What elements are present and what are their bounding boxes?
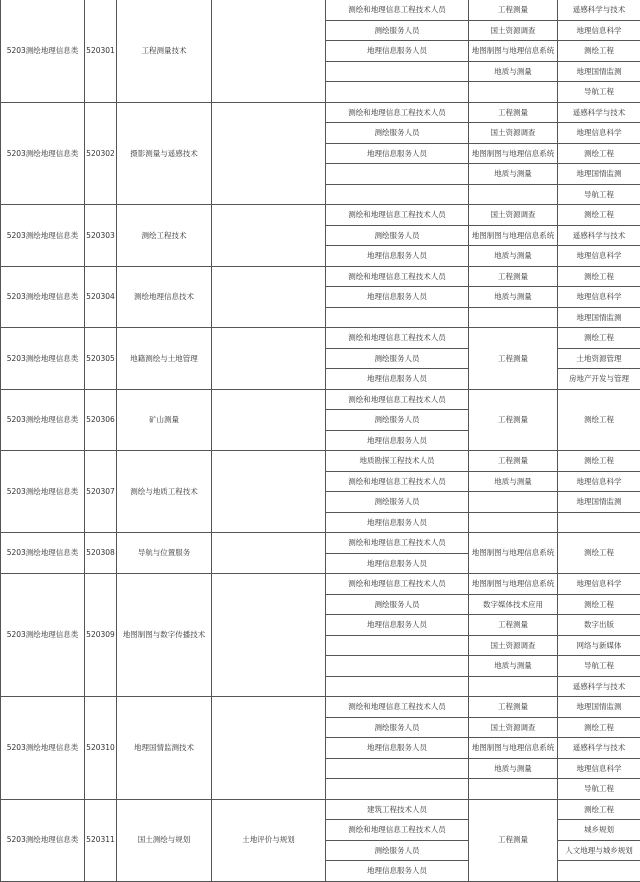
occupation-cell (326, 635, 469, 656)
secondary-major-cell: 工程测量 (469, 697, 558, 718)
occupation-cell (326, 82, 469, 103)
occupation-cell: 测绘和地理信息工程技术人员 (326, 820, 469, 841)
major-code-cell: 520310 (85, 697, 117, 800)
occupation-cell: 地质勘探工程技术人员 (326, 451, 469, 472)
secondary-major-cell: 国土资源调查 (469, 123, 558, 144)
category-cell: 5203测绘地理信息类 (1, 0, 85, 102)
undergrad-major-cell: 导航工程 (558, 656, 640, 677)
major-name-cell: 测绘地理信息技术 (117, 266, 212, 328)
undergrad-major-cell: 导航工程 (558, 184, 640, 205)
major-code-cell: 520306 (85, 389, 117, 451)
major-code-cell: 520304 (85, 266, 117, 328)
occupation-cell (326, 184, 469, 205)
major-name-cell: 地籍测绘与土地管理 (117, 328, 212, 390)
direction-cell (212, 0, 326, 102)
secondary-major-cell: 国土资源调查 (469, 205, 558, 226)
category-cell: 5203测绘地理信息类 (1, 102, 85, 205)
occupation-cell: 测绘和地理信息工程技术人员 (326, 328, 469, 349)
secondary-major-cell (469, 512, 558, 533)
secondary-major-cell: 地图制图与地理信息系统 (469, 533, 558, 574)
secondary-major-cell: 工程测量 (469, 799, 558, 881)
occupation-cell: 地理信息服务人员 (326, 512, 469, 533)
secondary-major-cell: 数字媒体技术应用 (469, 594, 558, 615)
secondary-major-cell: 地质与测量 (469, 758, 558, 779)
secondary-major-cell (469, 307, 558, 328)
major-name-cell: 测绘工程技术 (117, 205, 212, 267)
table-row (1, 799, 640, 820)
major-name-cell: 摄影测量与遥感技术 (117, 102, 212, 205)
category-cell: 5203测绘地理信息类 (1, 328, 85, 390)
undergrad-major-cell: 遥感科学与技术 (558, 225, 640, 246)
undergrad-major-cell: 地理信息科学 (558, 758, 640, 779)
secondary-major-cell (469, 492, 558, 513)
undergrad-major-cell: 地理信息科学 (558, 246, 640, 267)
direction-cell (212, 266, 326, 328)
occupation-cell: 测绘服务人员 (326, 492, 469, 513)
undergrad-major-cell: 地理信息科学 (558, 287, 640, 308)
major-name-cell: 国土测绘与规划 (117, 799, 212, 881)
undergrad-major-cell: 遥感科学与技术 (558, 738, 640, 759)
category-cell: 5203测绘地理信息类 (1, 697, 85, 800)
occupation-cell: 测绘服务人员 (326, 840, 469, 861)
secondary-major-cell: 地图制图与地理信息系统 (469, 143, 558, 164)
table-row (1, 451, 640, 472)
occupation-cell: 测绘和地理信息工程技术人员 (326, 0, 469, 20)
direction-cell (212, 389, 326, 451)
undergrad-major-cell: 房地产开发与管理 (558, 369, 640, 390)
undergrad-major-cell: 遥感科学与技术 (558, 0, 640, 20)
secondary-major-cell: 工程测量 (469, 451, 558, 472)
occupation-cell: 测绘和地理信息工程技术人员 (326, 102, 469, 123)
occupation-cell: 测绘服务人员 (326, 20, 469, 41)
secondary-major-cell: 地质与测量 (469, 287, 558, 308)
undergrad-major-cell: 地理国情监测 (558, 492, 640, 513)
major-code-cell: 520302 (85, 102, 117, 205)
occupation-cell (326, 779, 469, 800)
direction-cell (212, 697, 326, 800)
undergrad-major-cell: 网络与新媒体 (558, 635, 640, 656)
direction-cell (212, 451, 326, 533)
undergrad-major-cell: 地理信息科学 (558, 123, 640, 144)
secondary-major-cell (469, 184, 558, 205)
occupation-cell: 地理信息服务人员 (326, 246, 469, 267)
occupation-cell (326, 61, 469, 82)
category-cell: 5203测绘地理信息类 (1, 389, 85, 451)
undergrad-major-cell: 导航工程 (558, 779, 640, 800)
direction-cell (212, 205, 326, 267)
secondary-major-cell: 地质与测量 (469, 164, 558, 185)
occupation-cell: 地理信息服务人员 (326, 41, 469, 62)
direction-cell (212, 102, 326, 205)
undergrad-major-cell: 地理国情监测 (558, 697, 640, 718)
direction-cell (212, 533, 326, 574)
major-name-cell: 导航与位置服务 (117, 533, 212, 574)
major-name-cell: 地理国情监测技术 (117, 697, 212, 800)
major-code-cell: 520311 (85, 799, 117, 881)
major-code-cell: 520303 (85, 205, 117, 267)
undergrad-major-cell: 测绘工程 (558, 266, 640, 287)
secondary-major-cell: 工程测量 (469, 328, 558, 390)
major-name-cell: 工程测量技术 (117, 0, 212, 102)
secondary-major-cell: 地质与测量 (469, 246, 558, 267)
table-row (1, 574, 640, 595)
secondary-major-cell: 工程测量 (469, 0, 558, 20)
undergrad-major-cell: 测绘工程 (558, 328, 640, 349)
undergrad-major-cell: 地理国情监测 (558, 307, 640, 328)
occupation-cell (326, 307, 469, 328)
undergrad-major-cell: 数字出版 (558, 615, 640, 636)
secondary-major-cell: 地图制图与地理信息系统 (469, 738, 558, 759)
occupation-cell (326, 164, 469, 185)
secondary-major-cell: 国土资源调查 (469, 635, 558, 656)
direction-cell (212, 574, 326, 697)
occupation-cell: 地理信息服务人员 (326, 615, 469, 636)
secondary-major-cell: 地图制图与地理信息系统 (469, 574, 558, 595)
undergrad-major-cell: 测绘工程 (558, 389, 640, 451)
undergrad-major-cell (558, 512, 640, 533)
category-cell: 5203测绘地理信息类 (1, 574, 85, 697)
table-row (1, 102, 640, 123)
occupation-cell: 地理信息服务人员 (326, 287, 469, 308)
undergrad-major-cell (558, 861, 640, 882)
occupation-cell: 地理信息服务人员 (326, 430, 469, 451)
table-row (1, 328, 640, 349)
occupation-cell: 测绘服务人员 (326, 123, 469, 144)
occupation-cell: 地理信息服务人员 (326, 369, 469, 390)
direction-cell: 土地评价与规划 (212, 799, 326, 881)
undergrad-major-cell: 测绘工程 (558, 533, 640, 574)
occupation-cell: 测绘和地理信息工程技术人员 (326, 574, 469, 595)
secondary-major-cell: 工程测量 (469, 266, 558, 287)
occupation-cell: 测绘和地理信息工程技术人员 (326, 533, 469, 554)
occupation-cell (326, 656, 469, 677)
occupation-cell (326, 676, 469, 697)
occupation-cell: 测绘和地理信息工程技术人员 (326, 471, 469, 492)
category-cell: 5203测绘地理信息类 (1, 205, 85, 267)
occupation-cell: 地理信息服务人员 (326, 143, 469, 164)
undergrad-major-cell: 测绘工程 (558, 143, 640, 164)
undergrad-major-cell: 城乡规划 (558, 820, 640, 841)
occupation-cell (326, 758, 469, 779)
occupation-cell: 测绘和地理信息工程技术人员 (326, 389, 469, 410)
major-code-cell: 520309 (85, 574, 117, 697)
secondary-major-cell (469, 676, 558, 697)
secondary-major-cell: 国土资源调查 (469, 20, 558, 41)
secondary-major-cell (469, 779, 558, 800)
table-row (1, 533, 640, 554)
major-name-cell: 测绘与地质工程技术 (117, 451, 212, 533)
major-code-cell: 520301 (85, 0, 117, 102)
category-cell: 5203测绘地理信息类 (1, 799, 85, 881)
major-code-cell: 520307 (85, 451, 117, 533)
table-row (1, 266, 640, 287)
undergrad-major-cell: 遥感科学与技术 (558, 676, 640, 697)
undergrad-major-cell: 测绘工程 (558, 799, 640, 820)
undergrad-major-cell: 人文地理与城乡规划 (558, 840, 640, 861)
secondary-major-cell: 工程测量 (469, 389, 558, 451)
occupation-cell: 测绘服务人员 (326, 225, 469, 246)
occupation-cell: 测绘和地理信息工程技术人员 (326, 697, 469, 718)
occupation-cell: 测绘服务人员 (326, 410, 469, 431)
major-code-cell: 520305 (85, 328, 117, 390)
undergrad-major-cell: 测绘工程 (558, 205, 640, 226)
undergrad-major-cell: 地理信息科学 (558, 20, 640, 41)
undergrad-major-cell: 遥感科学与技术 (558, 102, 640, 123)
undergrad-major-cell: 地理信息科学 (558, 574, 640, 595)
table-row (1, 697, 640, 718)
category-cell: 5203测绘地理信息类 (1, 451, 85, 533)
occupation-cell: 地理信息服务人员 (326, 738, 469, 759)
occupation-cell: 地理信息服务人员 (326, 553, 469, 574)
occupation-cell: 建筑工程技术人员 (326, 799, 469, 820)
occupation-cell: 测绘和地理信息工程技术人员 (326, 266, 469, 287)
occupation-cell: 测绘服务人员 (326, 594, 469, 615)
secondary-major-cell (469, 82, 558, 103)
undergrad-major-cell: 测绘工程 (558, 41, 640, 62)
undergrad-major-cell: 土地资源管理 (558, 348, 640, 369)
major-name-cell: 矿山测量 (117, 389, 212, 451)
undergrad-major-cell: 测绘工程 (558, 594, 640, 615)
secondary-major-cell: 地图制图与地理信息系统 (469, 225, 558, 246)
undergrad-major-cell: 测绘工程 (558, 717, 640, 738)
secondary-major-cell: 地质与测量 (469, 61, 558, 82)
undergrad-major-cell: 测绘工程 (558, 451, 640, 472)
table-body (1, 0, 640, 881)
secondary-major-cell: 地质与测量 (469, 656, 558, 677)
direction-cell (212, 328, 326, 390)
secondary-major-cell: 地质与测量 (469, 471, 558, 492)
secondary-major-cell: 地图制图与地理信息系统 (469, 41, 558, 62)
secondary-major-cell: 工程测量 (469, 102, 558, 123)
category-cell: 5203测绘地理信息类 (1, 533, 85, 574)
major-code-cell: 520308 (85, 533, 117, 574)
table-row (1, 205, 640, 226)
occupation-cell: 测绘服务人员 (326, 717, 469, 738)
undergrad-major-cell: 地理国情监测 (558, 164, 640, 185)
major-name-cell: 地图制图与数字传播技术 (117, 574, 212, 697)
secondary-major-cell: 国土资源调查 (469, 717, 558, 738)
undergrad-major-cell: 地理信息科学 (558, 471, 640, 492)
table-row (1, 389, 640, 410)
occupation-cell: 测绘服务人员 (326, 348, 469, 369)
occupation-cell: 地理信息服务人员 (326, 861, 469, 882)
category-cell: 5203测绘地理信息类 (1, 266, 85, 328)
table-row (1, 0, 640, 20)
undergrad-major-cell: 地理国情监测 (558, 61, 640, 82)
secondary-major-cell: 工程测量 (469, 615, 558, 636)
undergrad-major-cell: 导航工程 (558, 82, 640, 103)
occupation-cell: 测绘和地理信息工程技术人员 (326, 205, 469, 226)
